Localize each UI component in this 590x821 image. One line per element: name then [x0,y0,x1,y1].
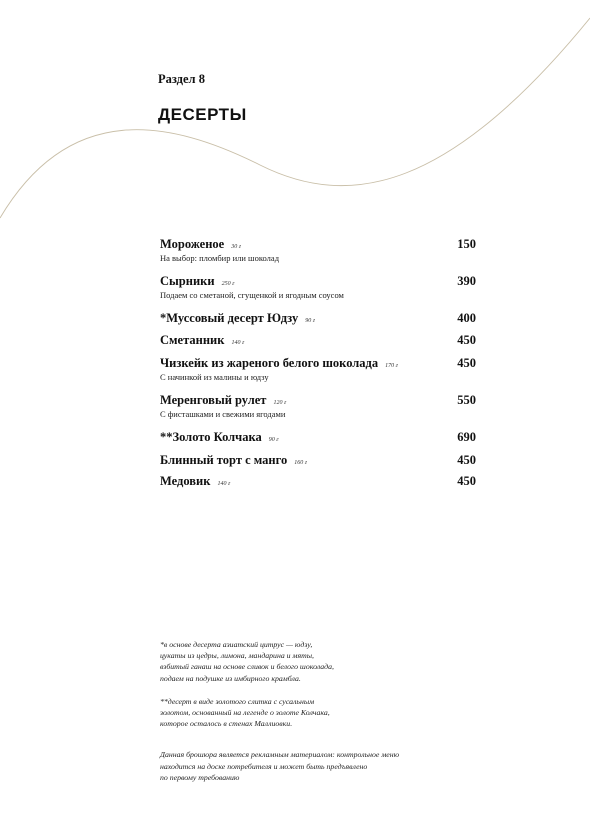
menu-item [160,356,476,393]
item-weight: 250 г [221,281,235,287]
item-description: С фисташками и свежими ягодами [160,409,286,419]
item-price: 450 [457,333,476,347]
item-weight: 140 г [217,481,231,487]
item-weight: 30 г [231,244,242,250]
item-price: 150 [457,237,476,251]
item-price: 450 [457,474,476,488]
item-weight: 170 г [385,363,398,369]
menu-item [160,453,476,474]
item-name: Сырники [160,274,215,288]
item-name: Сметанник [160,333,225,347]
item-name: Меренговый рулет [160,393,267,407]
item-price: 450 [457,453,476,467]
item-price: 400 [457,311,476,325]
footnote-yuzu: *в основе десерта азиатский цитрус — юдзу, цукаты из цедры, лимона, мандарина и мяты, взбитый ганаш на основе сливок и белого шоколада, подаем на подушке из имбирного крамбла. [160,640,334,683]
item-price: 450 [457,356,476,370]
item-name: Блинный торт с манго [160,453,288,467]
footnotes [160,639,460,783]
item-description: На выбор: пломбир или шоколад [160,253,280,263]
item-name: Медовик [160,474,211,488]
disclaimer: Данная брошюра является рекламным материалом: контрольное меню находится на доске потребителя и может быть предъявлено по первому требованию [160,750,400,782]
menu-item [160,274,476,311]
menu-list [160,237,476,494]
item-weight: 120 г [273,400,287,406]
item-weight: 90 г [268,437,279,443]
menu-item [160,311,476,333]
item-price: 690 [457,430,476,444]
item-description: С начинкой из малины и юдзу [160,372,269,382]
menu-item [160,474,476,494]
item-price: 390 [457,274,476,288]
item-name: Чизкейк из жареного белого шоколада [160,356,379,370]
item-description: Подаем со сметаной, сгущенкой и ягодным соусом [160,290,344,300]
page-title: ДЕСЕРТЫ [158,105,247,124]
menu-item [160,333,476,356]
menu-item [160,393,476,430]
section-label: Раздел 8 [158,72,205,86]
menu-item [160,430,476,453]
footnote-kolchak: **десерт в виде золотого слитка с сусальным золотом, основанный на легенде о золоте Колчака, которое осталось в стенах Маллиовки. [160,696,330,729]
item-name: **Золото Колчака [160,430,262,444]
item-name: *Муссовый десерт Юдзу [160,311,299,325]
item-weight: 140 г [231,340,245,346]
menu-item [160,237,476,274]
item-price: 550 [457,393,476,407]
item-name: Мороженое [160,237,225,251]
item-weight: 160 г [294,460,308,466]
item-weight: 90 г [305,318,316,324]
